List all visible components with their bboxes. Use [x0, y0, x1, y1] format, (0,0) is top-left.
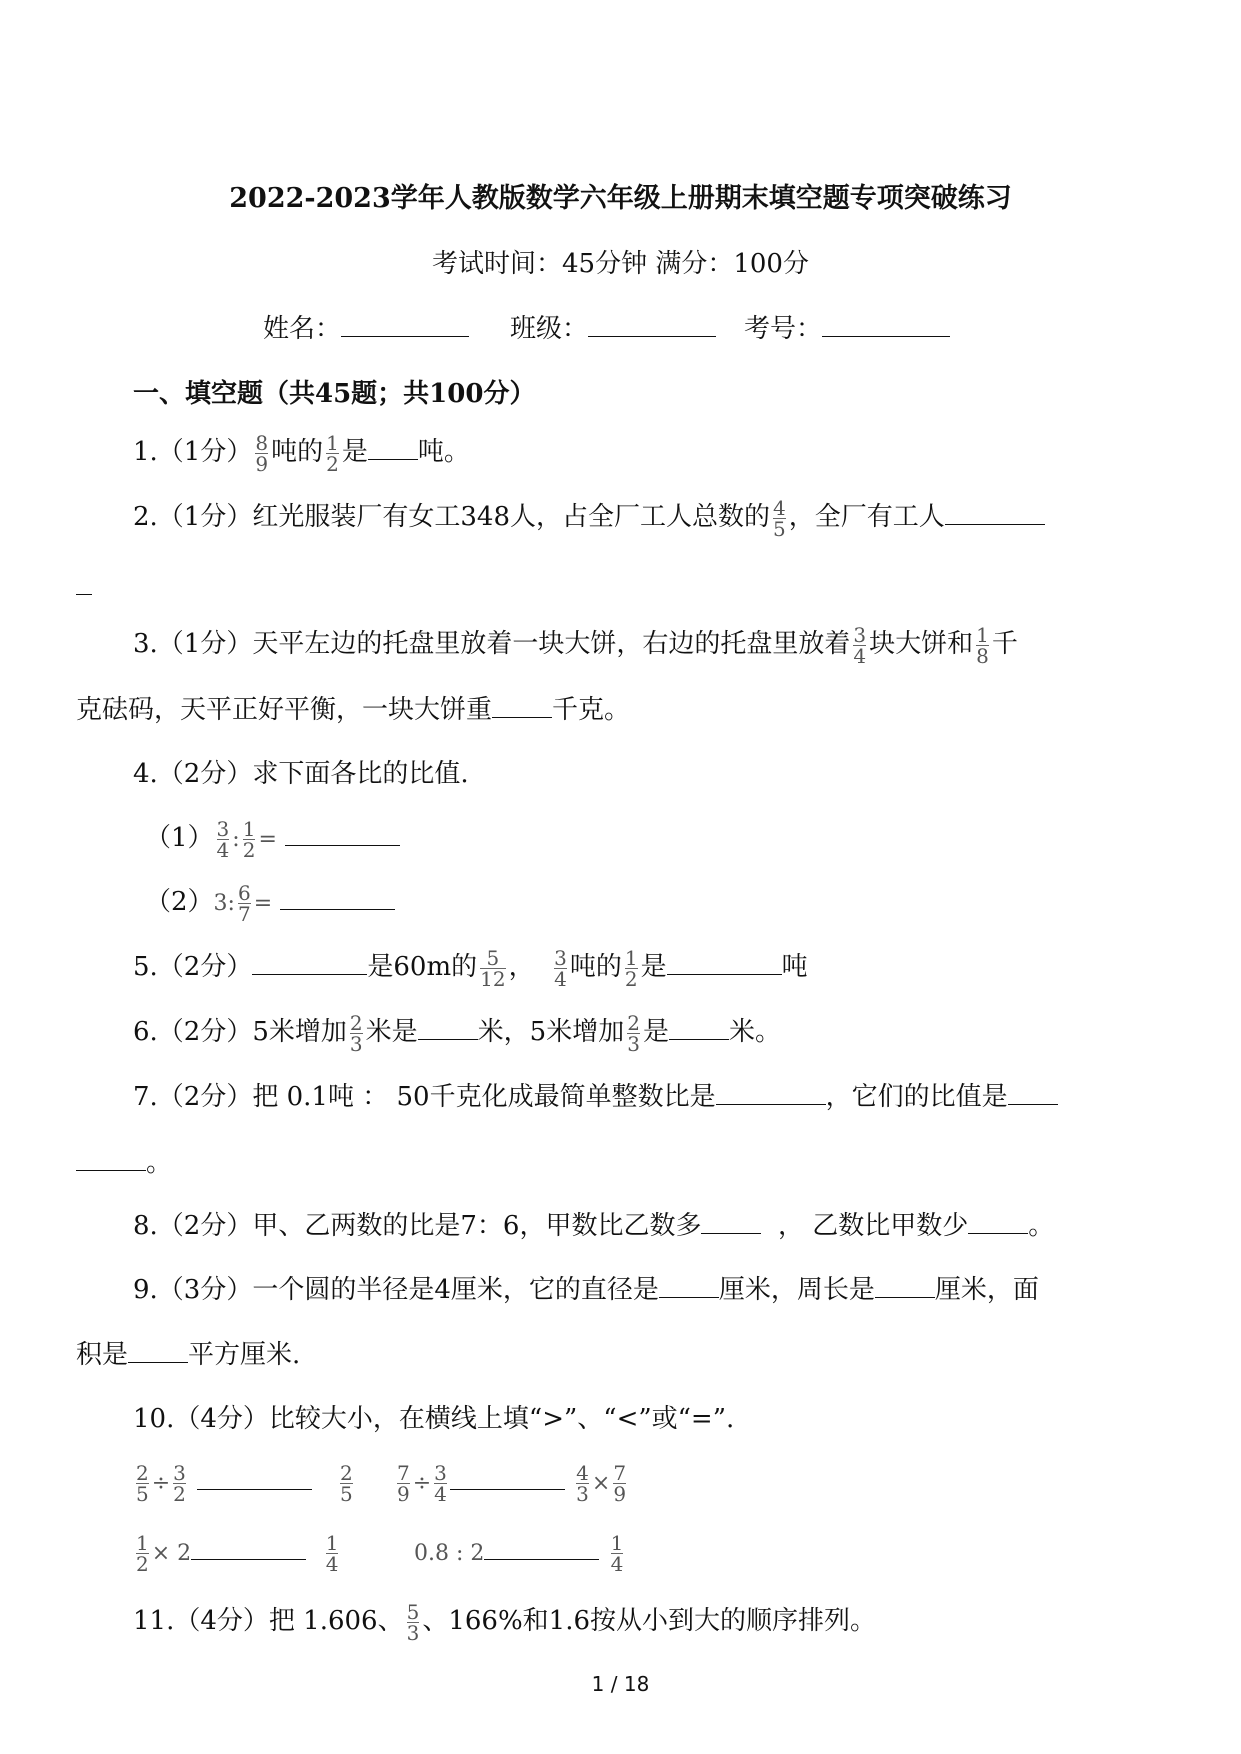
- number-field: [744, 308, 950, 345]
- question-3: 3.（1分）天平左边的托盘里放着一块大饼，右边的托盘里放着 $\frac{3}{4}$ 块大饼和 $\frac{1}{8}$ 千: [133, 622, 1018, 668]
- fraction: $\frac{1}{2}$: [136, 1530, 149, 1576]
- q2-prefix: 2.（1分）: [133, 502, 253, 532]
- question-2: 2.（1分）红光服装厂有女工348人，占全厂工人总数的 $\frac{4}{5}$ ，全厂有工人: [133, 497, 1045, 539]
- page-number: 1 / 18: [591, 1672, 650, 1696]
- q7-prefix: 7.（2分）: [133, 1082, 253, 1112]
- answer-blank[interactable]: [368, 437, 418, 460]
- answer-blank[interactable]: [1008, 1082, 1058, 1105]
- name-field: [263, 308, 469, 345]
- fraction: $\frac{2}{3}$: [627, 1010, 640, 1056]
- name-label: 姓名：: [263, 314, 342, 344]
- question-10-row2-left: $\frac{1}{2}$ × 2 $\frac{1}{4}$: [136, 1530, 339, 1576]
- answer-blank[interactable]: [875, 1275, 935, 1298]
- answer-blank[interactable]: [285, 823, 400, 846]
- fraction: $\frac{4}{5}$: [773, 495, 786, 541]
- question-8: 8.（2分）甲、乙两数的比是7：6，甲数比乙数多 ， 乙数比甲数少 。: [133, 1211, 1055, 1241]
- class-label: 班级：: [510, 314, 589, 344]
- question-10-row1-left: $\frac{2}{5}$ ÷ $\frac{3}{2}$ $\frac{2}{5}$: [136, 1460, 353, 1506]
- fraction: $\frac{1}{4}$: [610, 1530, 624, 1576]
- answer-blank[interactable]: [252, 952, 367, 975]
- answer-blank-continuation[interactable]: [76, 594, 92, 595]
- q10-prefix: 10.（4分）: [133, 1404, 269, 1434]
- fraction: $\frac{2}{3}$: [349, 1010, 363, 1056]
- q6-prefix: 6.（2分）: [133, 1017, 253, 1047]
- question-6: 6.（2分）5米增加 $\frac{2}{3}$ 米是 米，5米增加 $\frac{2}{3}$ 是 米。: [133, 1010, 781, 1056]
- number-blank[interactable]: [822, 314, 950, 337]
- question-3-line2: 克砝码，天平正好平衡，一块大饼重 千克。: [76, 695, 631, 725]
- answer-blank[interactable]: [968, 1211, 1028, 1234]
- question-4-part2: （2）3: $\frac{6}{7}$ =: [145, 882, 395, 924]
- answer-blank[interactable]: [492, 695, 552, 718]
- fraction: $\frac{2}{5}$: [339, 1460, 353, 1506]
- fraction: $\frac{1}{2}$: [624, 945, 638, 991]
- answer-blank[interactable]: [659, 1275, 719, 1298]
- question-7-line2: 。: [76, 1143, 172, 1183]
- question-10: 10.（4分）比较大小，在横线上填“>”、“<”或“=”.: [133, 1404, 735, 1434]
- answer-blank[interactable]: [197, 1467, 312, 1490]
- fraction: $\frac{1}{4}$: [325, 1530, 339, 1576]
- number-label: 考号：: [744, 314, 823, 344]
- fraction: $\frac{3}{2}$: [173, 1460, 186, 1506]
- page-title: 2022-2023学年人教版数学六年级上册期末填空题专项突破练习: [229, 183, 1012, 214]
- answer-blank[interactable]: [191, 1537, 306, 1560]
- question-9-line2: 积是 平方厘米.: [76, 1340, 301, 1370]
- fraction: $\frac{3}{4}$: [216, 816, 230, 862]
- question-4-part1: （1） $\frac{3}{4}$ : $\frac{1}{2}$ =: [145, 818, 400, 860]
- fraction: $\frac{3}{4}$: [434, 1460, 447, 1506]
- answer-blank[interactable]: [667, 952, 782, 975]
- answer-blank-continuation[interactable]: [76, 1148, 146, 1171]
- fraction: $\frac{6}{7}$: [237, 880, 251, 926]
- fraction: $\frac{4}{3}$: [576, 1460, 589, 1506]
- fraction: $\frac{1}{2}$: [242, 816, 256, 862]
- answer-blank[interactable]: [484, 1537, 599, 1560]
- class-field: [510, 308, 716, 345]
- fraction: $\frac{5}{3}$: [406, 1599, 420, 1645]
- class-blank[interactable]: [588, 314, 716, 337]
- question-1: 1.（1分） $\frac{8}{9}$ 吨的 $\frac{1}{2}$ 是 吨。: [133, 430, 470, 476]
- question-9: 9.（3分）一个圆的半径是4厘米，它的直径是 厘米，周长是 厘米，面: [133, 1275, 1039, 1305]
- answer-blank[interactable]: [280, 887, 395, 910]
- answer-blank[interactable]: [716, 1082, 826, 1105]
- name-blank[interactable]: [341, 314, 469, 337]
- q11-prefix: 11.（4分）: [133, 1606, 269, 1636]
- q1-prefix: 1.（1分）: [133, 437, 253, 467]
- q8-prefix: 8.（2分）: [133, 1211, 253, 1241]
- exam-info: 考试时间：45分钟 满分：100分: [432, 249, 809, 279]
- q4-prefix: 4.（2分）: [133, 759, 253, 789]
- q9-prefix: 9.（3分）: [133, 1275, 253, 1305]
- fraction: $\frac{8}{9}$: [255, 430, 269, 476]
- fraction: $\frac{1}{8}$: [976, 622, 989, 668]
- question-4: 4.（2分）求下面各比的比值.: [133, 759, 469, 789]
- answer-blank[interactable]: [945, 502, 1045, 525]
- fraction: $\frac{2}{5}$: [136, 1460, 149, 1506]
- q5-prefix: 5.（2分）: [133, 952, 253, 982]
- question-10-row2-right: 0.8 : 2 $\frac{1}{4}$: [414, 1530, 624, 1576]
- q3-prefix: 3.（1分）: [133, 629, 253, 659]
- fraction: $\frac{3}{4}$: [554, 945, 567, 991]
- question-10-row1-right: $\frac{7}{9}$ ÷ $\frac{3}{4}$ $\frac{4}{3}$ × $\frac{7}{9}$: [397, 1460, 627, 1506]
- answer-blank[interactable]: [450, 1467, 565, 1490]
- fraction: $\frac{7}{9}$: [397, 1460, 410, 1506]
- answer-blank[interactable]: [701, 1211, 761, 1234]
- question-11: 11.（4分）把 1.606、 $\frac{5}{3}$ 、166%和1.6按从小到大的顺序排列。: [133, 1599, 877, 1645]
- answer-blank[interactable]: [128, 1340, 188, 1363]
- answer-blank[interactable]: [418, 1017, 478, 1040]
- answer-blank[interactable]: [669, 1017, 729, 1040]
- fraction: $\frac{1}{2}$: [326, 430, 339, 476]
- fraction: $\frac{5}{12}$: [480, 945, 506, 991]
- section-title: 一、填空题（共45题；共100分）: [133, 379, 536, 409]
- fraction: $\frac{3}{4}$: [853, 622, 867, 668]
- question-7: 7.（2分）把 0.1吨 ： 50千克化成最简单整数比是 ，它们的比值是: [133, 1077, 1058, 1117]
- question-5: 5.（2分） 是60m的 $\frac{5}{12}$ ， $\frac{3}{4}$ 吨的 $\frac{1}{2}$ 是 吨: [133, 945, 808, 991]
- fraction: $\frac{7}{9}$: [613, 1460, 627, 1506]
